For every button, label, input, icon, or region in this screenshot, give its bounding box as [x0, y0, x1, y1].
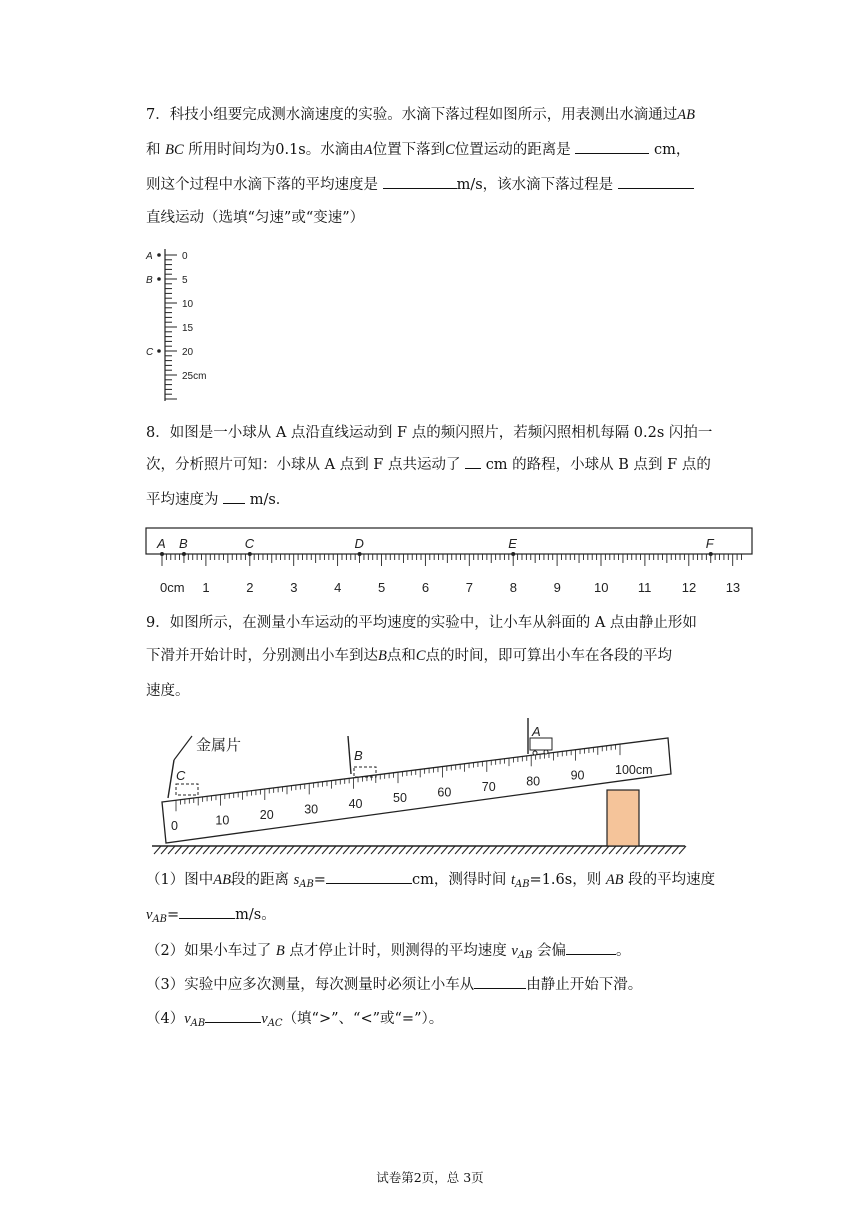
ground-hatch — [364, 846, 371, 854]
q8-fig-point: A — [157, 536, 166, 551]
q9-blank-sab[interactable] — [326, 869, 412, 884]
ground-hatch — [581, 846, 588, 854]
q7-text: 则这个过程中水滴下落的平均速度是 — [146, 177, 378, 193]
q9-v: v — [146, 907, 153, 923]
ground-hatch — [560, 846, 567, 854]
q9-text: 段的平均速度 — [628, 872, 716, 888]
q8-fig-point: E — [508, 536, 517, 551]
q8-tick-label: 13 — [725, 580, 741, 595]
q7-fig-dot — [157, 277, 161, 281]
q7-bc: BC — [165, 142, 184, 158]
q9-text: （4） — [146, 1011, 185, 1027]
q8-line-1: 8．如图是一小球从 A 点沿直线运动到 F 点的频闪照片，若频闪照相机每隔 0.2s 闪拍一 — [146, 425, 713, 441]
ground-hatch — [175, 846, 182, 854]
q8-tick-label: 10 — [594, 580, 609, 595]
q9-blank-start[interactable] — [474, 974, 526, 989]
q9-incline-figure — [140, 712, 700, 862]
q8-blank-distance[interactable] — [465, 454, 481, 469]
ground-hatch — [504, 846, 511, 854]
q8-blank-speed[interactable] — [223, 489, 245, 504]
q9-text: （填“>”、“<”或“=”）。 — [282, 1011, 444, 1027]
q9-blank-bias[interactable] — [566, 940, 616, 955]
ground-hatch — [497, 846, 504, 854]
q9-blank-vab[interactable] — [179, 904, 235, 919]
ground-hatch — [161, 846, 168, 854]
q7-tick-label: 25cm — [182, 371, 207, 382]
q7-tick-label: 0 — [182, 251, 188, 262]
q9-tick-label: 0 — [171, 819, 178, 834]
q7-blank-distance[interactable] — [575, 139, 649, 154]
ground-hatch — [644, 846, 651, 854]
ground-hatch — [595, 846, 602, 854]
q9-line-3: 速度。 — [146, 683, 190, 699]
q7-point-a: A — [363, 142, 373, 158]
q8-fig-point: F — [705, 536, 714, 551]
ground-hatch — [287, 846, 294, 854]
q9-sub-ab: AB — [190, 1018, 206, 1029]
ground-hatch — [406, 846, 413, 854]
q9-ab: AB — [213, 872, 231, 888]
q9-text: m/s。 — [235, 907, 276, 923]
q9-point-c: C — [415, 648, 426, 664]
ground-hatch — [651, 846, 658, 854]
q8-tick-label: 4 — [334, 580, 342, 595]
ground-hatch — [252, 846, 259, 854]
ground-hatch — [196, 846, 203, 854]
q9-sub1-line-1 — [146, 869, 715, 896]
ground-hatch — [189, 846, 196, 854]
q7-fig-dot — [157, 349, 161, 353]
ground-hatch — [511, 846, 518, 854]
q9-tick-label: 90 — [570, 768, 585, 783]
q8-tick-label: 9 — [553, 580, 561, 595]
q9-text: （3）实验中应多次测量，每次测量时必须让小车从 — [146, 977, 475, 993]
q8-fig-dot — [358, 552, 362, 556]
ground-hatch — [539, 846, 546, 854]
page-footer: 试卷第2页，总 3页 — [376, 1170, 484, 1185]
q8-tick-label: 2 — [246, 580, 254, 595]
q9-tick-label: 20 — [259, 807, 274, 822]
q9-fig-point-c: C — [176, 768, 186, 783]
q9-text: =1.6s，则 — [529, 872, 602, 888]
q7-line-2 — [146, 139, 690, 161]
ground-hatch — [658, 846, 665, 854]
ground-hatch — [434, 846, 441, 854]
q7-fig-point: C — [146, 347, 154, 358]
ground-hatch — [462, 846, 469, 854]
ground-hatch — [217, 846, 224, 854]
q8-text: 平均速度为 — [146, 492, 219, 508]
q7-tick-label: 10 — [182, 299, 194, 310]
q9-blank-compare[interactable] — [205, 1008, 261, 1023]
ground-hatch — [182, 846, 189, 854]
q8-line-3 — [146, 489, 290, 511]
ground-hatch — [294, 846, 301, 854]
q7-line-1 — [146, 104, 695, 126]
ground-hatch — [245, 846, 252, 854]
ground-hatch — [315, 846, 322, 854]
ground-hatch — [308, 846, 315, 854]
q8-tick-label: 0cm — [160, 580, 185, 595]
q9-eq: = — [167, 907, 180, 923]
ground-hatch — [336, 846, 343, 854]
ground-hatch — [399, 846, 406, 854]
ground-hatch — [154, 846, 161, 854]
q9-fig-point-a: A — [532, 724, 541, 739]
ground-hatch — [238, 846, 245, 854]
q9-text: 点的时间，即可算出小车在各段的平均 — [425, 648, 673, 664]
q7-fig-point: B — [146, 275, 153, 286]
ground-hatch — [518, 846, 525, 854]
ground-hatch — [224, 846, 231, 854]
ground-hatch — [532, 846, 539, 854]
ground-hatch — [210, 846, 217, 854]
ground-hatch — [476, 846, 483, 854]
q9-tick-label: 10 — [215, 813, 230, 828]
ground-hatch — [378, 846, 385, 854]
q9-text: cm，测得时间 — [411, 872, 507, 888]
q7-text: 所用时间均为0.1s。水滴由 — [188, 142, 364, 158]
q9-tick-label: 50 — [393, 791, 407, 806]
ground-hatch — [259, 846, 266, 854]
q9-text: 由静止开始下滑。 — [526, 977, 643, 993]
ground-hatch — [168, 846, 175, 854]
ground-hatch — [637, 846, 644, 854]
q7-line-3 — [146, 174, 694, 196]
ground-hatch — [385, 846, 392, 854]
ground-hatch — [455, 846, 462, 854]
q9-text: 段的距离 — [230, 872, 289, 888]
q9-tick-label: 80 — [526, 774, 541, 789]
q9-sub1-line-2 — [146, 904, 276, 931]
q9-sub3-line — [146, 974, 642, 996]
ground-hatch — [623, 846, 630, 854]
q7-tick-label: 5 — [182, 275, 188, 286]
ground-hatch — [266, 846, 273, 854]
q7-text: 7．科技小组要完成测水滴速度的实验。水滴下落过程如图所示，用表测出水滴通过 — [146, 107, 678, 123]
q8-fig-dot — [182, 552, 186, 556]
q9-tick-label: 40 — [348, 796, 363, 811]
ground-hatch — [630, 846, 637, 854]
q8-ruler-figure — [140, 526, 760, 600]
q9-point-b: B — [378, 648, 387, 664]
q9-tick-label: 70 — [481, 779, 496, 794]
q7-point-c: C — [445, 142, 455, 158]
ground-hatch — [413, 846, 420, 854]
q8-fig-dot — [709, 552, 713, 556]
q9-sub-ac: AC — [267, 1018, 283, 1029]
ground-hatch — [546, 846, 553, 854]
ground-hatch — [469, 846, 476, 854]
q7-ab: AB — [677, 107, 695, 123]
ground-hatch — [483, 846, 490, 854]
ground-hatch — [616, 846, 623, 854]
ground-hatch — [392, 846, 399, 854]
ground-hatch — [553, 846, 560, 854]
ground-hatch — [343, 846, 350, 854]
ground-hatch — [588, 846, 595, 854]
q9-s: s — [293, 872, 300, 888]
q9-text: （1）图中 — [146, 872, 214, 888]
q7-unit: m/s，该水滴下落过程是 — [456, 177, 614, 193]
ground-hatch — [273, 846, 280, 854]
q9-text: （2）如果小车过了 — [146, 943, 272, 959]
ground-hatch — [441, 846, 448, 854]
q9-tick-label: 60 — [437, 785, 452, 800]
q8-fig-point: D — [354, 536, 364, 551]
q9-point-b: B — [275, 943, 285, 959]
q8-tick-label: 1 — [202, 580, 210, 595]
q9-sub-ab: AB — [514, 879, 530, 890]
q9-ab: AB — [605, 872, 624, 888]
q9-sub-ab: AB — [517, 950, 533, 961]
q7-fig-point: A — [146, 251, 153, 262]
q9-text: 下滑并开始计时，分别测出小车到达 — [146, 648, 378, 664]
q9-v: v — [511, 943, 518, 959]
ground-hatch — [420, 846, 427, 854]
q7-tick-label: 20 — [182, 347, 194, 358]
q8-fig-dot — [248, 552, 252, 556]
q7-ruler-figure — [140, 245, 230, 403]
ground-hatch — [672, 846, 679, 854]
q9-line-1: 9．如图所示，在测量小车运动的平均速度的实验中，让小车从斜面的 A 点由静止形如 — [146, 615, 697, 631]
q9-sub2-line — [146, 940, 631, 967]
q9-eq: = — [313, 872, 326, 888]
ground-hatch — [525, 846, 532, 854]
q8-fig-dot — [511, 552, 515, 556]
q9-sub4-line — [146, 1008, 443, 1035]
q8-tick-label: 12 — [681, 580, 697, 595]
ground-hatch — [665, 846, 672, 854]
ground-hatch — [574, 846, 581, 854]
q7-line-4: 直线运动（选填“匀速”或“变速”） — [146, 210, 365, 226]
q7-unit: cm， — [654, 142, 691, 158]
q8-text: m/s． — [249, 492, 291, 508]
q9-text: 点才停止计时，则测得的平均速度 — [289, 943, 507, 959]
q8-tick-label: 7 — [465, 580, 474, 595]
q7-blank-speed[interactable] — [383, 174, 457, 189]
ground-hatch — [679, 846, 686, 854]
q8-tick-label: 11 — [637, 580, 652, 595]
ground-hatch — [280, 846, 287, 854]
q8-text: cm 的路程，小球从 B 点到 F 点的 — [485, 457, 711, 473]
ground-hatch — [609, 846, 616, 854]
q8-tick-label: 6 — [421, 580, 430, 595]
q9-line-2 — [146, 645, 672, 667]
ground-hatch — [322, 846, 329, 854]
q8-line-2 — [146, 454, 711, 476]
q7-tick-label: 15 — [182, 323, 194, 334]
q9-fig-point-b: B — [354, 748, 363, 763]
ground-hatch — [567, 846, 574, 854]
q9-text: 点和 — [386, 648, 416, 664]
metal-plate-label: 金属片 — [196, 736, 242, 754]
q8-tick-label: 5 — [378, 580, 386, 595]
q9-t: t — [510, 872, 515, 888]
q7-text: 和 — [146, 142, 161, 158]
q9-text: 。 — [616, 943, 631, 959]
q9-v: v — [184, 1011, 191, 1027]
q8-tick-label: 8 — [509, 580, 517, 595]
q9-text: 会偏 — [537, 943, 567, 959]
q9-v: v — [261, 1011, 268, 1027]
ground-hatch — [329, 846, 336, 854]
q8-fig-dot — [160, 552, 164, 556]
q9-sub-ab: AB — [299, 879, 314, 890]
ground-hatch — [448, 846, 455, 854]
ground-hatch — [301, 846, 308, 854]
q9-tick-label: 30 — [304, 802, 319, 817]
q8-tick-label: 3 — [290, 580, 298, 595]
q9-tick-label: 100cm — [615, 763, 653, 778]
q7-blank-motion[interactable] — [618, 174, 694, 189]
ground-hatch — [231, 846, 238, 854]
q7-fig-dot — [157, 253, 161, 257]
q8-text: 次，分析照片可知：小球从 A 点到 F 点共运动了 — [146, 457, 461, 473]
q8-fig-point: B — [178, 536, 188, 551]
ground-hatch — [490, 846, 497, 854]
q9-sub-ab: AB — [152, 914, 168, 925]
q7-text: 位置下落到 — [372, 142, 446, 158]
q7-text: 位置运动的距离是 — [454, 142, 571, 158]
ground-hatch — [357, 846, 364, 854]
ground-hatch — [350, 846, 357, 854]
ground-hatch — [427, 846, 434, 854]
ground-hatch — [371, 846, 378, 854]
ground-hatch — [602, 846, 609, 854]
q8-fig-point: C — [244, 536, 255, 551]
ground-hatch — [203, 846, 210, 854]
